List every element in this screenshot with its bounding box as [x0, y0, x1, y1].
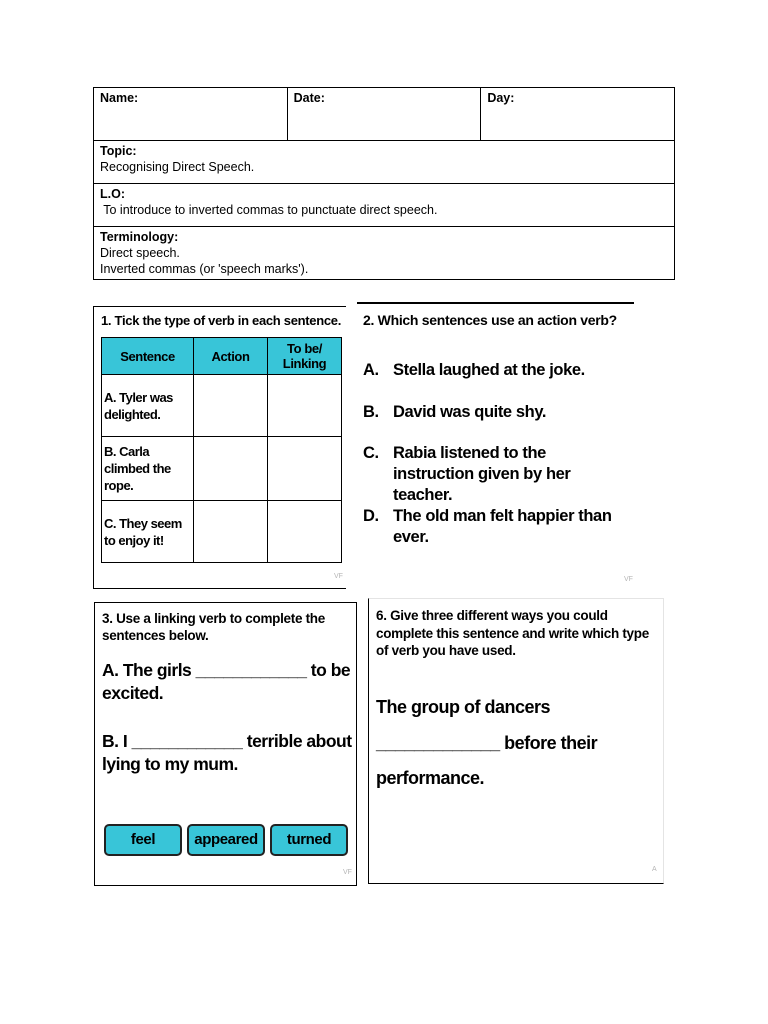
linking-tick-cell[interactable] [268, 501, 342, 563]
topic-value: Recognising Direct Speech. [100, 160, 255, 174]
terminology-item: Direct speech. [100, 246, 180, 260]
prompt-line-1: The group of dancers [376, 697, 551, 717]
lo-value: To introduce to inverted commas to punctuate direct speech. [100, 203, 438, 217]
prompt-line-2: _____________ before their [376, 733, 598, 753]
column-header-action: Action [194, 338, 268, 375]
option-d [363, 506, 629, 548]
terminology-cell [94, 227, 675, 280]
lo-cell [94, 184, 675, 227]
sentence-a: A. The girls ____________ to be excited. [102, 660, 351, 703]
option-text: David was quite shy. [393, 403, 547, 421]
topic-cell [94, 141, 675, 184]
word-bank-feel[interactable]: feel [104, 824, 182, 856]
option-text: The old man felt happier than ever. [393, 507, 612, 546]
linking-tick-cell[interactable] [268, 437, 342, 501]
column-header-linking: To be/ Linking [268, 338, 342, 375]
lo-label: L.O: [100, 187, 125, 201]
verb-type-table [101, 337, 342, 563]
word-bank-appeared[interactable]: appeared [187, 824, 265, 856]
option-letter: C. [363, 444, 379, 462]
option-text: Stella laughed at the joke. [393, 361, 585, 379]
name-label: Name: [100, 91, 139, 105]
watermark: VF [343, 869, 352, 876]
question-2-card [357, 302, 634, 594]
question-3-text: 3. Use a linking verb to complete the sentences below. [102, 611, 325, 643]
sentence-cell: C. They seem to enjoy it! [102, 501, 194, 563]
date-label: Date: [293, 91, 325, 105]
option-b [363, 402, 629, 423]
option-a [363, 360, 629, 381]
option-letter: A. [363, 361, 379, 379]
linking-tick-cell[interactable] [268, 375, 342, 437]
day-label: Day: [487, 91, 515, 105]
question-1-text: 1. Tick the type of verb in each sentence. [101, 313, 342, 328]
watermark: VF [624, 576, 633, 583]
name-cell[interactable] [94, 88, 288, 141]
table-row [102, 501, 342, 563]
day-cell[interactable] [481, 88, 675, 141]
option-c [363, 443, 629, 506]
option-letter: B. [363, 403, 379, 421]
column-header-sentence: Sentence [102, 338, 194, 375]
question-6-card [368, 598, 664, 884]
watermark: A [652, 866, 657, 873]
terminology-item: Inverted commas (or 'speech marks'). [100, 262, 309, 276]
terminology-label: Terminology: [100, 230, 179, 244]
lesson-header-table [93, 87, 675, 280]
word-bank-turned[interactable]: turned [270, 824, 348, 856]
question-1-card [93, 306, 346, 589]
sentence-cell: A. Tyler was delighted. [102, 375, 194, 437]
option-text: Rabia listened to the instruction given by her teacher. [393, 444, 571, 504]
action-tick-cell[interactable] [194, 437, 268, 501]
sentence-cell: B. Carla climbed the rope. [102, 437, 194, 501]
option-letter: D. [363, 507, 379, 525]
question-3-card [94, 602, 357, 886]
question-2-text: 2. Which sentences use an action verb? [363, 312, 617, 328]
action-tick-cell[interactable] [194, 501, 268, 563]
topic-label: Topic: [100, 144, 137, 158]
table-row [102, 375, 342, 437]
question-6-text: 6. Give three different ways you could complete this sentence and write which type of verb you have used. [376, 608, 649, 658]
date-cell[interactable] [287, 88, 481, 141]
sentence-b: B. I ____________ terrible about lying to my mum. [102, 731, 352, 774]
watermark: VF [334, 573, 343, 580]
action-tick-cell[interactable] [194, 375, 268, 437]
prompt-line-3: performance. [376, 768, 485, 788]
table-row [102, 437, 342, 501]
